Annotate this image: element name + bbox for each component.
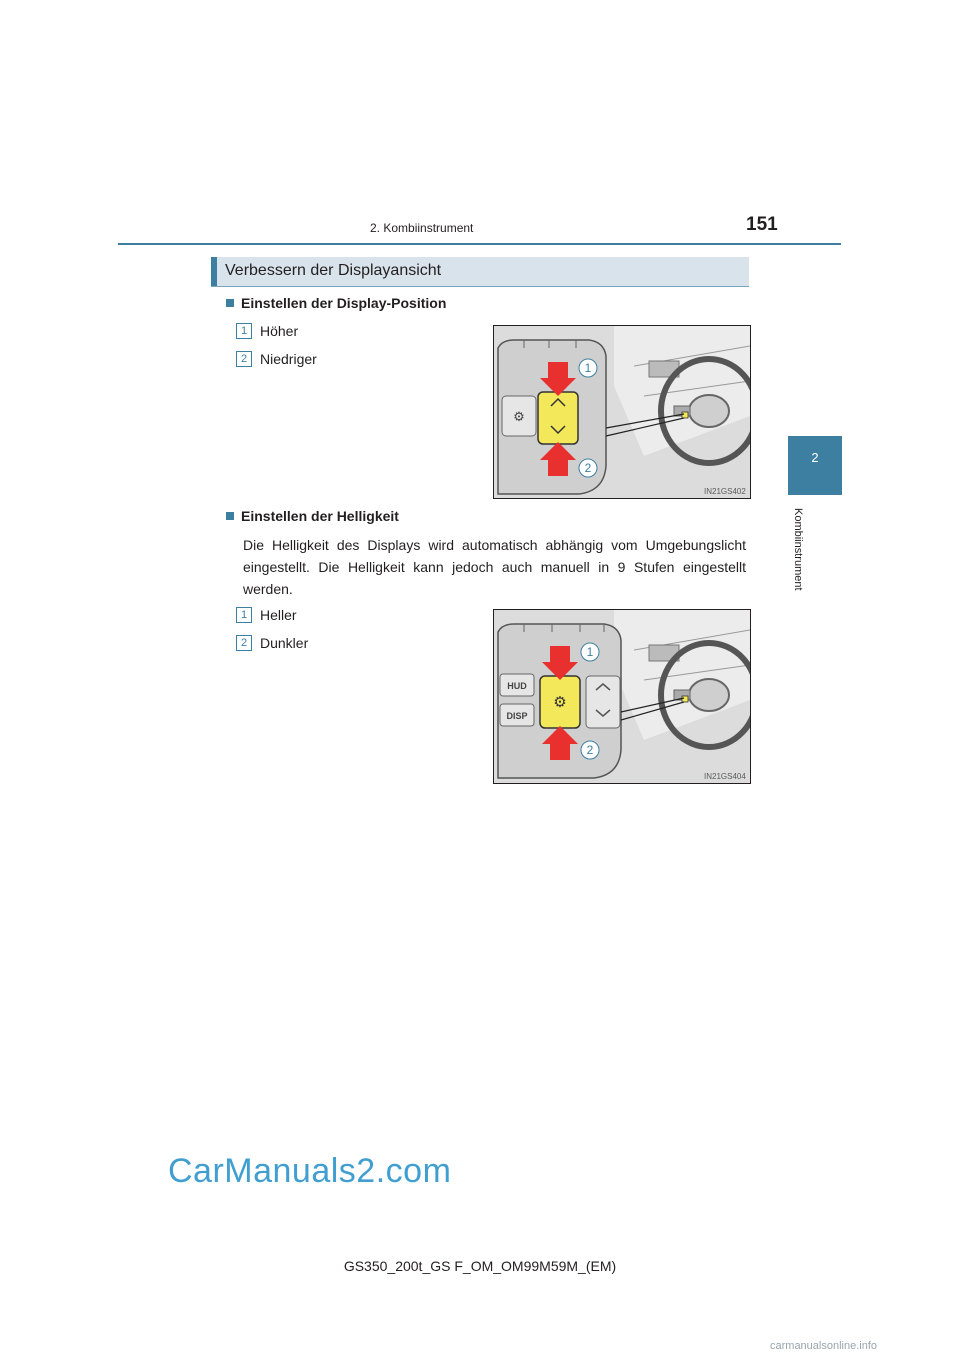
subsection-heading-brightness: [226, 508, 399, 524]
watermark-corner: carmanualsonline.info: [770, 1340, 878, 1352]
callout-1: 1: [586, 645, 594, 659]
svg-text:⚙: ⚙: [513, 410, 525, 425]
step-badge: 1: [236, 607, 252, 623]
chapter-tab-number: 2: [811, 450, 819, 465]
illustration-code: IN21GS404: [704, 772, 746, 781]
page-number: 151: [746, 214, 778, 235]
item-label-brighter: Heller: [260, 607, 297, 623]
callout-2: 2: [586, 743, 594, 757]
illustration-brightness: [493, 609, 751, 784]
hud-label: HUD: [507, 681, 527, 691]
chapter-tab-label-text: Kombiinstrument: [792, 508, 804, 591]
step-badge: 1: [236, 323, 252, 339]
chapter-tab-label: [792, 508, 806, 608]
callout-1: 1: [584, 361, 592, 375]
brightness-description: Die Helligkeit des Displays wird automatisch abhängig vom Umgebungslicht eingestellt. Die Helligkeit kann jedoch auch manuell in 9 Stufen eingestellt werden.: [243, 537, 746, 597]
brightness-icon: ⚙: [553, 693, 567, 711]
section-heading-underline: [211, 286, 749, 287]
disp-label: DISP: [506, 711, 528, 721]
header-rule: [118, 243, 841, 245]
switch-location-marker: [682, 696, 688, 702]
document-code: GS350_200t_GS F_OM_OM99M59M_(EM): [343, 1258, 617, 1274]
chapter-tab: [788, 436, 842, 495]
dashboard-illustration-1: [494, 326, 750, 498]
item-label-higher: Höher: [260, 323, 299, 339]
watermark-carmanuals: CarManuals2.com: [168, 1152, 452, 1190]
illustration-display-position: [493, 325, 751, 499]
square-bullet-icon: [226, 512, 234, 520]
item-label-darker: Dunkler: [260, 635, 309, 651]
dashboard-illustration-2: [494, 610, 750, 783]
switch-location-marker: [682, 412, 688, 418]
running-header-section: 2. Kombiinstrument: [370, 221, 474, 235]
step-badge: 2: [236, 351, 252, 367]
callout-2: 2: [584, 461, 592, 475]
subsection-heading-text: Einstellen der Helligkeit: [241, 508, 399, 524]
subsection-heading-text: Einstellen der Display-Position: [241, 295, 447, 311]
item-label-lower: Niedriger: [260, 351, 317, 367]
subsection-heading-position: [226, 295, 446, 311]
illustration-code: IN21GS402: [704, 487, 746, 496]
section-title: Verbessern der Displayansicht: [225, 262, 442, 279]
step-badge: 2: [236, 635, 252, 651]
square-bullet-icon: [226, 299, 234, 307]
